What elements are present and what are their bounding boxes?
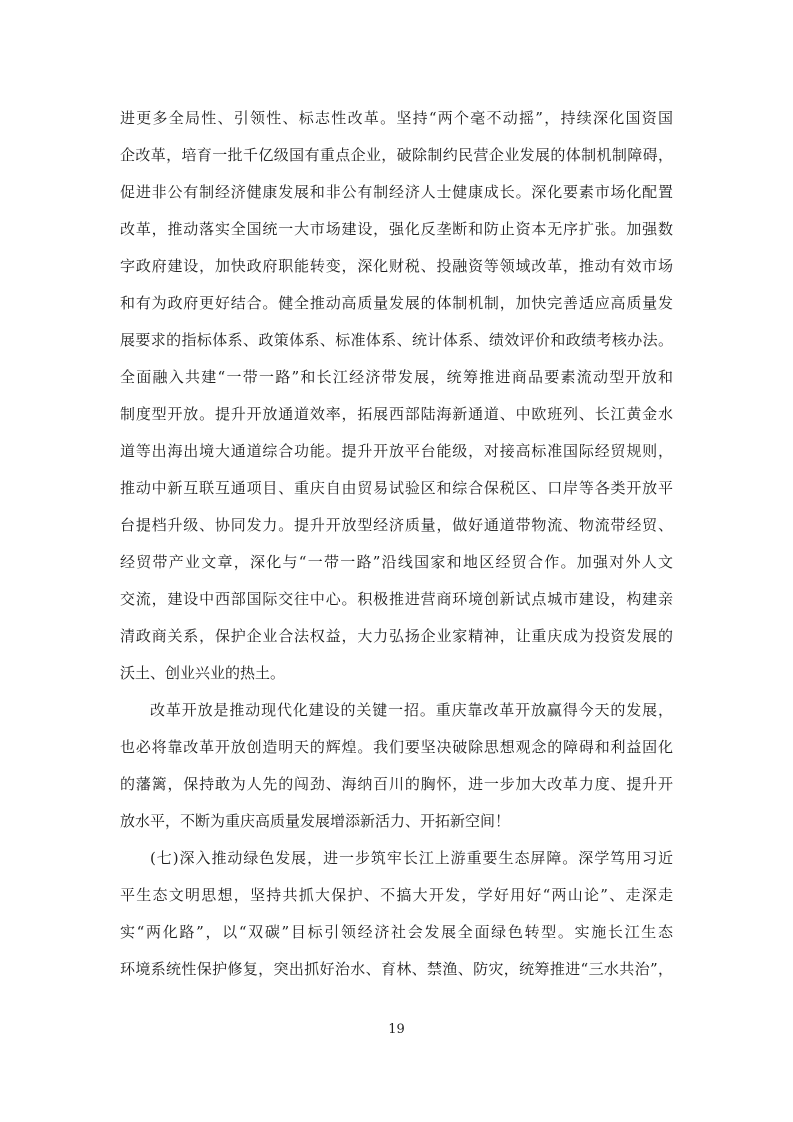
text-line: 平生态文明思想，坚持共抓大保护、不搞大开发，学好用好“两山论”、走深走 (120, 886, 673, 904)
text-line: 也必将靠改革开放创造明天的辉煌。我们要坚决破除思想观念的障碍和利益固化 (120, 738, 673, 756)
paragraph-reform-opening-continued (120, 100, 673, 692)
text-line: (七)深入推动绿色发展，进一步筑牢长江上游重要生态屏障。深学笃用习近 (150, 849, 673, 867)
text-line: 经贸带产业文章，深化与“一带一路”沿线国家和地区经贸合作。加强对外人文 (120, 553, 673, 571)
text-line: 道等出海出境大通道综合功能。提升开放平台能级，对接高标准国际经贸规则， (120, 442, 673, 460)
text-line: 清政商关系，保护企业合法权益，大力弘扬企业家精神，让重庆成为投资发展的 (120, 627, 673, 645)
text-line: 放水平，不断为重庆高质量发展增添新活力、开拓新空间！ (120, 812, 511, 830)
text-line: 进更多全局性、引领性、标志性改革。坚持“两个毫不动摇”，持续深化国资国 (120, 109, 673, 127)
paragraph-section-seven-green-development (120, 840, 673, 988)
text-line: 推动中新互联互通项目、重庆自由贸易试验区和综合保税区、口岸等各类开放平 (120, 479, 673, 497)
text-line: 企改革，培育一批千亿级国有重点企业，破除制约民营企业发展的体制机制障碍， (120, 146, 673, 164)
text-line: 和有为政府更好结合。健全推动高质量发展的体制机制，加快完善适应高质量发 (120, 294, 673, 312)
text-line: 改革，推动落实全国统一大市场建设，强化反垄断和防止资本无序扩张。加强数 (120, 220, 673, 238)
paragraph-reform-key-move (120, 692, 673, 840)
text-line: 促进非公有制经济健康发展和非公有制经济人士健康成长。深化要素市场化配置 (120, 183, 673, 201)
page-number: 19 (388, 1022, 405, 1037)
text-line: 实“两化路”，以“双碳”目标引领经济社会发展全面绿色转型。实施长江生态 (120, 923, 673, 941)
text-line: 交流，建设中西部国际交往中心。积极推进营商环境创新试点城市建设，构建亲 (120, 590, 673, 608)
text-line: 环境系统性保护修复，突出抓好治水、育林、禁渔、防灾，统筹推进“三水共治”， (120, 960, 673, 978)
text-line: 全面融入共建“一带一路”和长江经济带发展，统筹推进商品要素流动型开放和 (120, 368, 673, 386)
text-line: 改革开放是推动现代化建设的关键一招。重庆靠改革开放赢得今天的发展， (150, 701, 673, 719)
text-line: 的藩篱，保持敢为人先的闯劲、海纳百川的胸怀，进一步加大改革力度、提升开 (120, 775, 673, 793)
text-line: 字政府建设，加快政府职能转变，深化财税、投融资等领域改革，推动有效市场 (120, 257, 673, 275)
text-line: 制度型开放。提升开放通道效率，拓展西部陆海新通道、中欧班列、长江黄金水 (120, 405, 673, 423)
text-line: 台提档升级、协同发力。提升开放型经济质量，做好通道带物流、物流带经贸、 (120, 516, 673, 534)
text-line: 沃土、创业兴业的热土。 (120, 664, 286, 682)
body-text (120, 100, 673, 988)
text-line: 展要求的指标体系、政策体系、标准体系、统计体系、绩效评价和政绩考核办法。 (120, 331, 673, 349)
